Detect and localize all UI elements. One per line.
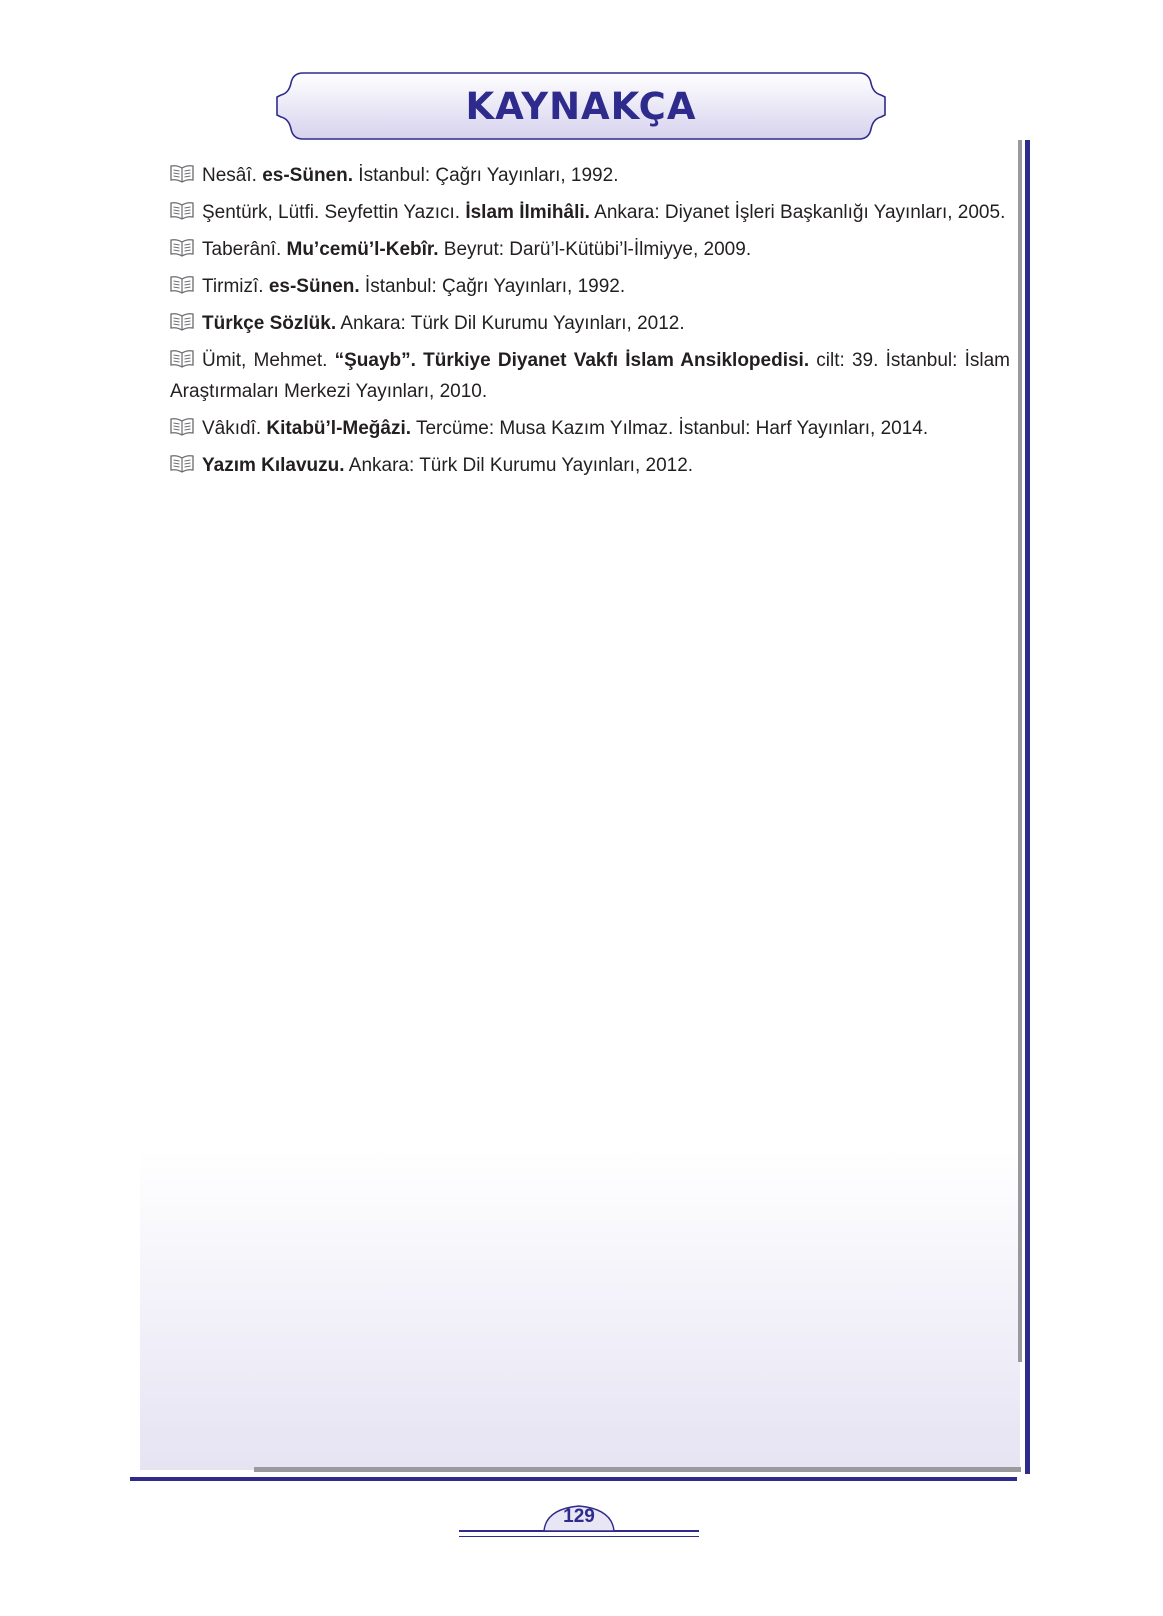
page-title: KAYNAKÇA [465,84,697,128]
bibliography-entry [170,160,1010,191]
bibliography-entry [170,413,1010,444]
entry-title: es-Sünen. [268,276,360,297]
entry-author: Şentürk, Lütfi. Seyfettin Yazıcı. [202,202,466,223]
open-book-icon [170,347,194,365]
entry-title: Türkçe Sözlük. [202,313,337,334]
right-divider-blue [1025,140,1030,1474]
bibliography-entry [170,450,1010,481]
entry-author: Ümit, Mehmet. [202,350,335,371]
open-book-icon [170,162,194,180]
page-number: 129 [563,1506,595,1527]
open-book-icon [170,273,194,291]
bibliography-entry [170,308,1010,339]
right-divider-gray [1018,140,1022,1362]
open-book-icon [170,236,194,254]
entry-publication: İstanbul: Çağrı Yayınları, 1992. [353,165,619,186]
bibliography-entry [170,234,1010,265]
bibliography-entry [170,197,1010,228]
entry-title: “Şuayb”. Türkiye Diyanet Vakfı İslam Ansiklopedisi. [334,350,810,371]
header-banner [275,71,887,141]
entry-title: es-Sünen. [262,165,354,186]
bottom-divider-blue [130,1477,1017,1481]
open-book-icon [170,199,194,217]
entry-publication: Ankara: Türk Dil Kurumu Yayınları, 2012. [344,455,694,476]
entry-title: İslam İlmihâli. [465,202,590,223]
bottom-divider-gray [254,1467,1021,1472]
page-background-gradient [140,1150,1020,1470]
open-book-icon [170,452,194,470]
entry-publication: Ankara: Diyanet İşleri Başkanlığı Yayınları, 2005. [589,202,1006,223]
entry-author: Nesâî. [202,165,263,186]
entry-publication: Beyrut: Darü’l-Kütübi’l-İlmiyye, 2009. [438,239,752,260]
entry-title: Kitabü’l-Meğâzi. [266,418,412,439]
entry-title: Mu’cemü’l-Kebîr. [286,239,439,260]
bibliography-entry [170,345,1010,407]
entry-publication: Ankara: Türk Dil Kurumu Yayınları, 2012. [336,313,685,334]
entry-author: Tirmizî. [202,276,269,297]
bibliography-list [170,160,1010,487]
entry-author: Vâkıdî. [202,418,267,439]
entry-title: Yazım Kılavuzu. [202,455,345,476]
open-book-icon [170,310,194,328]
entry-author: Taberânî. [202,239,287,260]
entry-publication: Tercüme: Musa Kazım Yılmaz. İstanbul: Harf Yayınları, 2014. [411,418,929,439]
open-book-icon [170,415,194,433]
footer-rule-bottom [459,1536,699,1537]
bibliography-entry [170,271,1010,302]
entry-publication: cilt: 39. İstanbul: İslam Araştırmaları Merkezi Yayınları, 2010. [170,350,1010,402]
entry-publication: İstanbul: Çağrı Yayınları, 1992. [359,276,626,297]
